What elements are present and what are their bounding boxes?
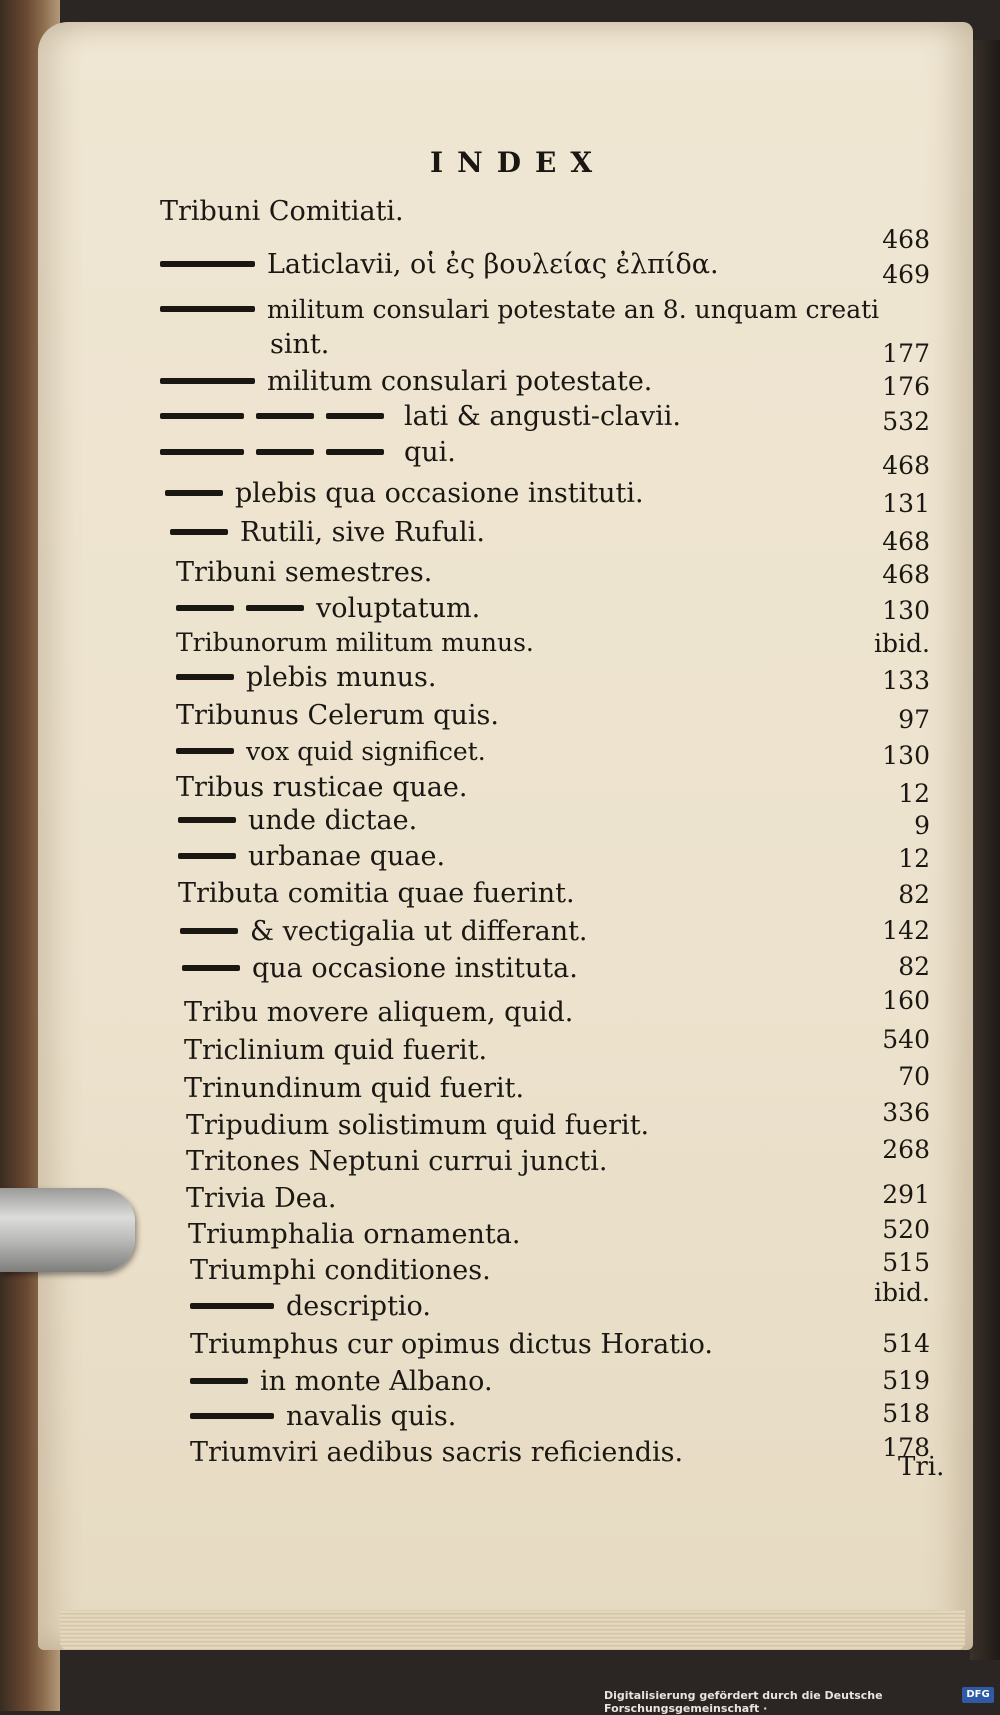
index-entry bbox=[178, 875, 575, 911]
entry-page: 177 bbox=[882, 339, 930, 368]
entry-page: 70 bbox=[898, 1062, 930, 1091]
index-entry bbox=[190, 1326, 713, 1362]
index-entry bbox=[176, 733, 486, 769]
entry-page: 178 bbox=[882, 1433, 930, 1462]
entry-page: 468 bbox=[882, 560, 930, 589]
index-entry bbox=[176, 624, 534, 660]
entry-text: Tribuni Comitiati. bbox=[160, 195, 404, 227]
entry-text: Triumphi conditiones. bbox=[190, 1254, 491, 1286]
entry-page: 82 bbox=[898, 952, 930, 981]
entry-text: Trinundinum quid fuerit. bbox=[184, 1072, 525, 1104]
index-entry bbox=[176, 554, 432, 590]
index-entry bbox=[178, 838, 445, 874]
dfg-logo: DFG bbox=[962, 1687, 994, 1703]
repeat-dash bbox=[178, 817, 236, 823]
entry-page: 131 bbox=[882, 489, 930, 518]
index-entry bbox=[182, 950, 578, 986]
entry-text: militum consulari potestate. bbox=[267, 365, 653, 397]
entry-text: voluptatum. bbox=[316, 592, 481, 624]
entry-page: 160 bbox=[882, 986, 930, 1015]
entry-text: Tributa comitia quae fuerint. bbox=[178, 877, 575, 909]
entry-text: Triumviri aedibus sacris reficiendis. bbox=[190, 1436, 684, 1468]
index-entry bbox=[184, 1070, 524, 1106]
entry-text: Tribunorum militum munus. bbox=[176, 627, 534, 657]
repeat-dash bbox=[256, 449, 314, 455]
entry-text: Trivia Dea. bbox=[186, 1182, 337, 1214]
index-entry bbox=[186, 1143, 607, 1179]
index-entry bbox=[160, 246, 719, 282]
index-entry bbox=[160, 434, 456, 470]
repeat-dash bbox=[246, 605, 304, 611]
index-entry bbox=[178, 802, 417, 838]
repeat-dash bbox=[170, 529, 228, 535]
index-entry-continuation bbox=[270, 326, 329, 362]
index-entry bbox=[160, 291, 879, 327]
index-entry bbox=[190, 1288, 431, 1324]
index-entry bbox=[170, 514, 485, 550]
repeat-dash bbox=[190, 1378, 248, 1384]
entry-text: Rutili, sive Rufuli. bbox=[240, 516, 485, 548]
entry-page: ibid. bbox=[874, 629, 930, 658]
index-entry bbox=[190, 1363, 493, 1399]
repeat-dash bbox=[160, 413, 244, 419]
entry-page: 532 bbox=[882, 407, 930, 436]
entry-page: 130 bbox=[882, 596, 930, 625]
repeat-dash bbox=[165, 490, 223, 496]
entry-text: sint. bbox=[270, 328, 330, 360]
repeat-dash bbox=[160, 378, 255, 384]
index-entry bbox=[160, 193, 404, 229]
entry-page: 133 bbox=[882, 666, 930, 695]
index-entry bbox=[180, 913, 588, 949]
repeat-dash bbox=[190, 1303, 274, 1309]
entry-text: lati & angusti-clavii. bbox=[404, 400, 682, 432]
entry-text: Tribuni semestres. bbox=[176, 556, 433, 588]
repeat-dash bbox=[178, 853, 236, 859]
entry-text: Tribunus Celerum quis. bbox=[176, 699, 499, 731]
entry-text: Tribu movere aliquem, quid. bbox=[184, 996, 574, 1028]
index-entry bbox=[160, 363, 652, 399]
entry-page: 9 bbox=[914, 811, 930, 840]
digitization-credit: Digitalisierung gefördert durch die Deutsche Forschungsgemeinschaft · bbox=[604, 1689, 883, 1715]
entry-text: Tritones Neptuni currui juncti. bbox=[186, 1145, 608, 1177]
entry-text: unde dictae. bbox=[248, 804, 418, 836]
repeat-dash bbox=[190, 1413, 274, 1419]
catchword: Tri. bbox=[898, 1452, 945, 1482]
index-entry bbox=[190, 1434, 683, 1470]
entry-page: 97 bbox=[898, 705, 930, 734]
entry-text: descriptio. bbox=[286, 1290, 431, 1322]
entry-page: 468 bbox=[882, 451, 930, 480]
entry-page: 130 bbox=[882, 741, 930, 770]
entry-text: plebis qua occasione instituti. bbox=[235, 477, 644, 509]
entry-text: & vectigalia ut differant. bbox=[250, 915, 588, 947]
entry-text: militum consulari potestate an 8. unquam creati bbox=[267, 294, 880, 324]
index-entry bbox=[176, 590, 480, 626]
entry-text: Tribus rusticae quae. bbox=[176, 771, 468, 803]
entry-page: 268 bbox=[882, 1135, 930, 1164]
entry-text: Triumphus cur opimus dictus Horatio. bbox=[190, 1328, 714, 1360]
entry-page: 12 bbox=[898, 844, 930, 873]
entry-text: vox quid significet. bbox=[246, 736, 486, 766]
index-entry bbox=[188, 1216, 520, 1252]
entry-text: in monte Albano. bbox=[260, 1365, 493, 1397]
entry-page: 514 bbox=[882, 1329, 930, 1358]
index-entry bbox=[184, 1032, 487, 1068]
repeat-dash bbox=[182, 965, 240, 971]
entry-text: navalis quis. bbox=[286, 1400, 457, 1432]
entry-text: plebis munus. bbox=[246, 661, 437, 693]
page-header: INDEX bbox=[430, 146, 607, 179]
index-entry bbox=[176, 659, 436, 695]
entry-text: urbanae quae. bbox=[248, 840, 446, 872]
entry-page: 519 bbox=[882, 1366, 930, 1395]
index-entry bbox=[186, 1180, 336, 1216]
repeat-dash bbox=[180, 928, 238, 934]
repeat-dash bbox=[176, 674, 234, 680]
entry-page: 176 bbox=[882, 372, 930, 401]
repeat-dash bbox=[176, 605, 234, 611]
repeat-dash bbox=[160, 306, 255, 312]
index-entry bbox=[190, 1252, 491, 1288]
repeat-dash bbox=[326, 449, 384, 455]
entry-text: qui. bbox=[404, 436, 456, 468]
repeat-dash bbox=[326, 413, 384, 419]
index-entry bbox=[184, 994, 573, 1030]
entry-text: Triclinium quid fuerit. bbox=[184, 1034, 488, 1066]
entry-page: 291 bbox=[882, 1180, 930, 1209]
repeat-dash bbox=[160, 449, 244, 455]
index-entry bbox=[160, 398, 681, 434]
entry-page: ibid. bbox=[874, 1278, 930, 1307]
index-entry bbox=[186, 1107, 649, 1143]
entry-page: 518 bbox=[882, 1399, 930, 1428]
entry-page: 336 bbox=[882, 1098, 930, 1127]
repeat-dash bbox=[176, 748, 234, 754]
index-entry bbox=[176, 697, 499, 733]
entry-page: 468 bbox=[882, 527, 930, 556]
entry-text: Triumphalia ornamenta. bbox=[188, 1218, 521, 1250]
entry-page: 520 bbox=[882, 1215, 930, 1244]
entry-text: Tripudium solistimum quid fuerit. bbox=[186, 1109, 650, 1141]
index-entry bbox=[190, 1398, 456, 1434]
entry-page: 468 bbox=[882, 225, 930, 254]
index-entry bbox=[176, 769, 467, 805]
entry-page: 540 bbox=[882, 1025, 930, 1054]
index-entry bbox=[165, 475, 644, 511]
entry-text: qua occasione instituta. bbox=[252, 952, 578, 984]
entry-text: Laticlavii, οἱ ἐς βουλείας ἐλπίδα. bbox=[267, 248, 719, 280]
repeat-dash bbox=[160, 261, 255, 267]
entry-page: 82 bbox=[898, 880, 930, 909]
entry-page: 12 bbox=[898, 779, 930, 808]
repeat-dash bbox=[256, 413, 314, 419]
entry-page: 142 bbox=[882, 916, 930, 945]
entry-page: 515 bbox=[882, 1248, 930, 1277]
entry-page: 469 bbox=[882, 260, 930, 289]
